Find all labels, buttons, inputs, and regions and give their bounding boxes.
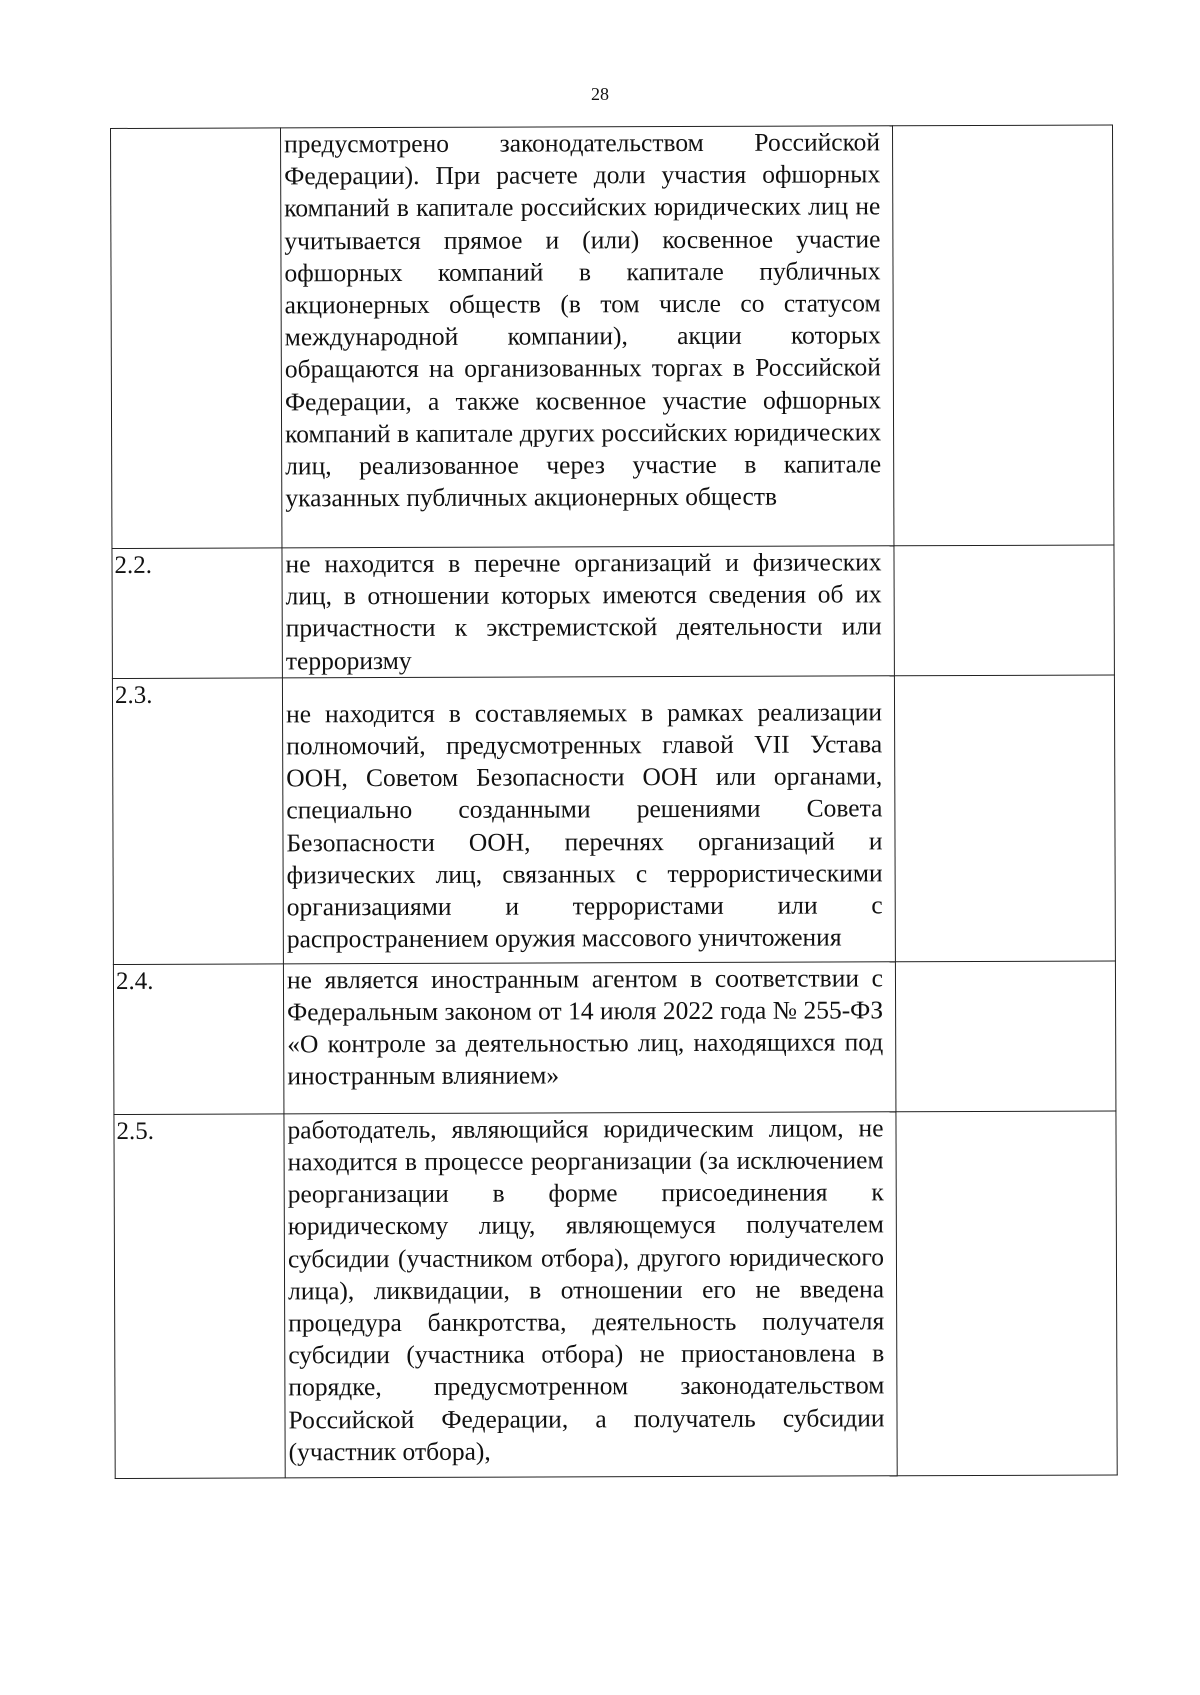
- table-row: [112, 545, 1114, 678]
- row-number: 2.2.: [114, 551, 153, 579]
- requirement-text-cell: [284, 1112, 897, 1478]
- requirement-text: не находится в составляемых в рамках реализации полномочий, предусмотренных главой VII Устава ООН, Советом Безопасности ООН или органами, специально созданными решениями Совета Безопасности ООН, перечнях организаций и физических лиц, связанных с террористическими организациями и террористами или с распространением оружия массового уничтожения: [285, 697, 883, 954]
- row-number: 2.4.: [115, 967, 154, 995]
- requirement-text-cell: [283, 962, 896, 1114]
- row-number-cell: [111, 128, 282, 549]
- mark-value: [893, 126, 1112, 127]
- table-row: [113, 961, 1116, 1114]
- requirement-text-cell: [282, 676, 895, 964]
- mark-cell: [894, 545, 1114, 676]
- mark-cell: [892, 125, 1113, 546]
- requirement-text: не находится в перечне организаций и физических лиц, в отношении которых имеются сведения об их причастности к экстремистской деятельности или терроризму: [285, 547, 882, 675]
- table-row: [111, 125, 1114, 548]
- table-row: [114, 1111, 1117, 1478]
- page-number: 28: [591, 84, 609, 104]
- requirement-text: предусмотрено законодательством Российской Федерации). При расчете доли участия офшорных компаний в капитале российских юридических лиц не учитывается прямое и (или) косвенное участие офшорных компаний в капитале публичных акционерных обществ (в том числе со статусом международной компании), акции которых обращаются на организованных торгах в Российской Федерации, а также косвенное участие офшорных компаний в капитале других российских юридических лиц, реализованное через участие в капитале указанных публичных акционерных обществ: [284, 127, 882, 513]
- requirement-text: не является иностранным агентом в соответствии с Федеральным законом от 14 июля 2022 года № 255-ФЗ «О контроле за деятельностью лиц, находящихся под иностранным влиянием»: [286, 963, 884, 1091]
- mark-value: [896, 1111, 1115, 1112]
- row-number: 2.3.: [114, 681, 153, 709]
- requirements-table: [110, 124, 1118, 1478]
- mark-value: [896, 961, 1115, 962]
- table-row: [112, 675, 1115, 964]
- requirement-text-cell: [281, 126, 894, 548]
- requirement-text: работодатель, являющийся юридическим лицом, не находится в процессе реорганизации (за исключением реорганизации в форме присоединения к юридическому лицу, являющемуся получателем субсидии (участником отбора), другого юридического лица), ликвидации, в отношении его не введена процедура банкротства, деятельность получателя субсидии (участника отбора) не приостановлена в порядке, предусмотренном законодательством Российской Федерации, а получатель субсидии (участник отбора),: [287, 1113, 885, 1467]
- mark-cell: [896, 1111, 1117, 1476]
- mark-value: [894, 545, 1113, 546]
- row-number-cell: [112, 548, 282, 678]
- row-number: 2.5.: [116, 1117, 155, 1145]
- row-number-cell: [114, 1114, 285, 1479]
- requirement-text-cell: [282, 546, 894, 678]
- mark-cell: [895, 961, 1116, 1112]
- row-number-cell: [113, 964, 284, 1115]
- mark-value: [895, 675, 1114, 676]
- row-number-cell: [112, 678, 283, 965]
- mark-cell: [894, 675, 1115, 962]
- row-number: [111, 128, 280, 131]
